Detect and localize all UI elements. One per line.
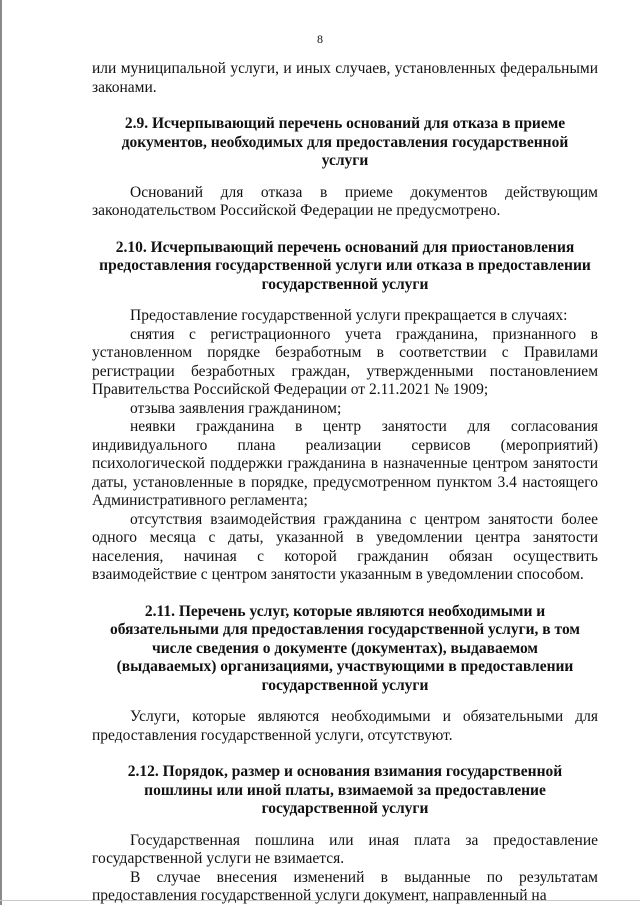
paragraph: Государственная пошлина или иная плата за предоставление государственной услуги не взимается. [92, 831, 598, 867]
section-heading-2-12: 2.12. Порядок, размер и основания взимания государственной пошлины или иной платы, взимаемой за предоставление государственной услуги [127, 763, 563, 817]
paragraph: Услуги, которые являются необходимыми и обязательными для предоставления государственной услуги, отсутствуют. [92, 708, 598, 744]
paragraph: В случае внесения изменений в выданные по результатам предоставления государственной услуги документ, направленный на [92, 868, 598, 904]
paragraph: снятия с регистрационного учета гражданина, признанного в установленном порядке безработным в соответствии с Правилами регистрации безработных граждан, утвержденными постановлением Правительства Российской Федерации от 2.11.2021 № 1909; [92, 325, 598, 398]
section-heading-2-9: 2.9. Исчерпывающий перечень оснований для отказа в приеме документов, необходимых для предоставления государственной услуги [121, 115, 569, 169]
paragraph: отсутствия взаимодействия гражданина с центром занятости более одного месяца с даты, указанной в уведомлении центра занятости населения, начиная с которой гражданин обязан осуществить взаимодействие с центром занятости указанным в уведомлении способом. [92, 510, 598, 583]
continuation-text: или муниципальной услуги, и иных случаев, установленных федеральными законами. [92, 60, 598, 96]
page-number: 8 [317, 32, 323, 46]
page-left-edge [0, 0, 2, 905]
paragraph: Предоставление государственной услуги прекращается в случаях: [130, 307, 568, 324]
document-body [92, 60, 598, 906]
paragraph: Оснований для отказа в приеме документов действующим законодательством Российской Федерации не предусмотрено. [92, 183, 598, 219]
section-heading-2-11: 2.11. Перечень услуг, которые являются необходимыми и обязательными для предоставления государственной услуги, в том числе сведения о документе (документах), выдаваемом (выдаваемых) организациями, участвующими в предоставлении государственной услуги [110, 602, 580, 694]
paragraph: отзыва заявления гражданином; [130, 399, 342, 417]
paragraph: неявки гражданина в центр занятости для согласования индивидуального плана реализации сервисов (мероприятий) психологической поддержки гражданина в назначенные центром занятости даты, установленные в порядке, предусмотренном пунктом 3.4 настоящего Административного регламента; [92, 418, 598, 509]
section-heading-2-10: 2.10. Исчерпывающий перечень оснований для приостановления предоставления государственной услуги или отказа в предоставлении государственной услуги [99, 238, 591, 293]
